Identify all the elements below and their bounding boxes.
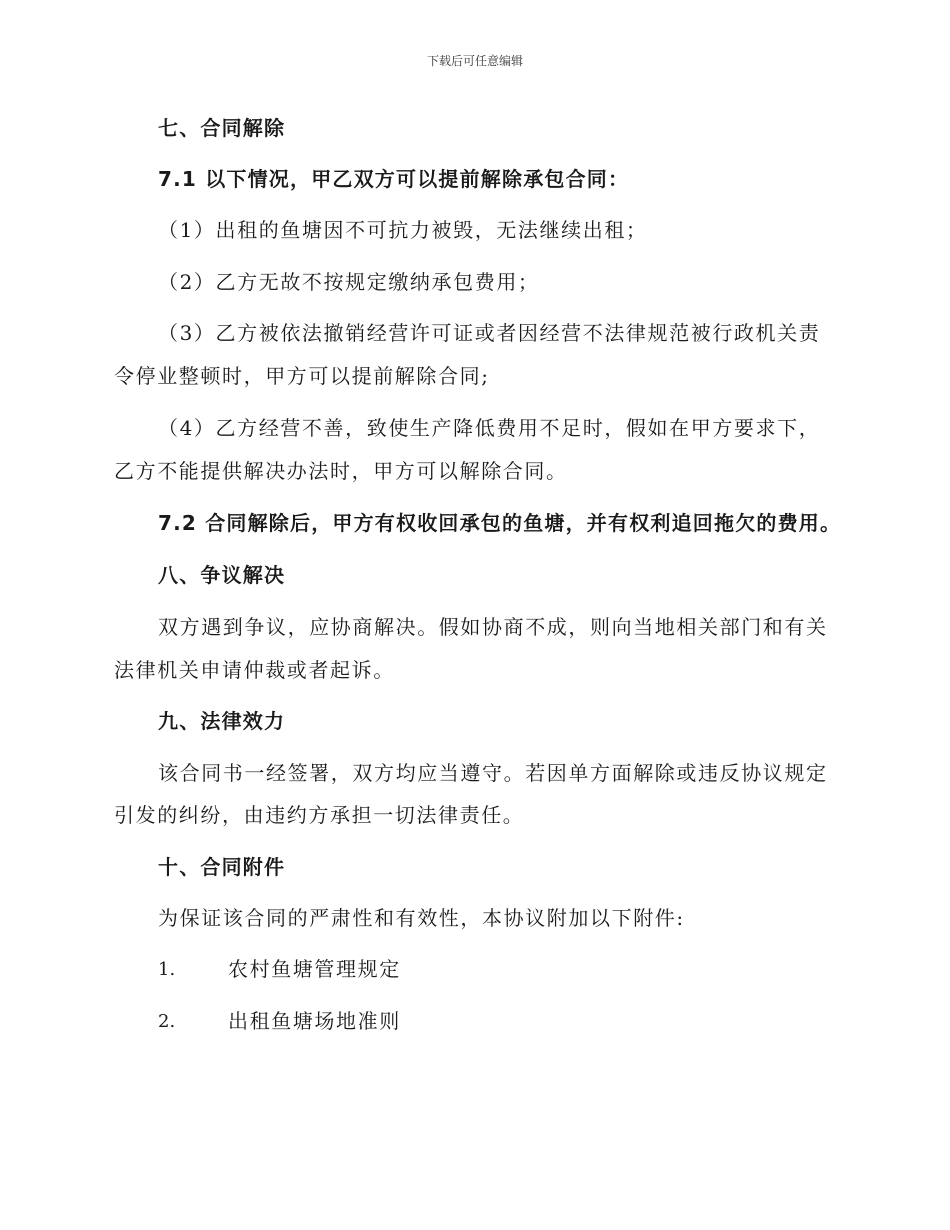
clause-7-1-item-4-line2: 乙方不能提供解决办法时，甲方可以解除合同。 [114,459,568,483]
clause-7-2: 7.2 合同解除后，甲方有权收回承包的鱼塘，并有权利追回拖欠的费用。 [158,511,842,535]
clause-7-1-item-2: （2）乙方无故不按规定缴纳承包费用； [158,270,540,294]
clause-7-1-item-3-line1: （3）乙方被依法撤销经营许可证或者因经营不法律规范被行政机关责 [158,321,821,345]
section-9-text-line2: 引发的纠纷，由违约方承担一切法律责任。 [114,803,525,827]
attachment-1-text: 农村鱼塘管理规定 [228,957,401,981]
section-8-title: 八、争议解决 [158,563,286,587]
section-8-text-line2: 法律机关申请仲裁或者起诉。 [114,658,395,682]
section-8-text-line1: 双方遇到争议，应协商解决。假如协商不成，则向当地相关部门和有关 [158,615,828,639]
clause-7-1-item-3-line2: 令停业整顿时，甲方可以提前解除合同; [114,364,490,388]
section-10-intro: 为保证该合同的严肃性和有效性，本协议附加以下附件: [158,906,685,930]
section-9-title: 九、法律效力 [158,709,286,733]
clause-7-1-item-4-line1: （4）乙方经营不善，致使生产降低费用不足时，假如在甲方要求下， [158,416,821,440]
clause-7-1: 7.1 以下情况，甲乙双方可以提前解除承包合同： [158,167,630,191]
section-7-title: 七、合同解除 [158,116,286,140]
attachment-1-number: 1. [158,959,176,980]
clause-7-1-item-1: （1）出租的鱼塘因不可抗力被毁，无法继续出租； [158,218,648,242]
section-10-title: 十、合同附件 [158,855,286,879]
section-9-text-line1: 该合同书一经签署，双方均应当遵守。若因单方面解除或违反协议规定 [158,761,828,785]
attachment-2-number: 2. [158,1011,176,1032]
page-header: 下载后可任意编辑 [426,54,523,68]
attachment-2-text: 出租鱼塘场地准则 [228,1009,401,1033]
